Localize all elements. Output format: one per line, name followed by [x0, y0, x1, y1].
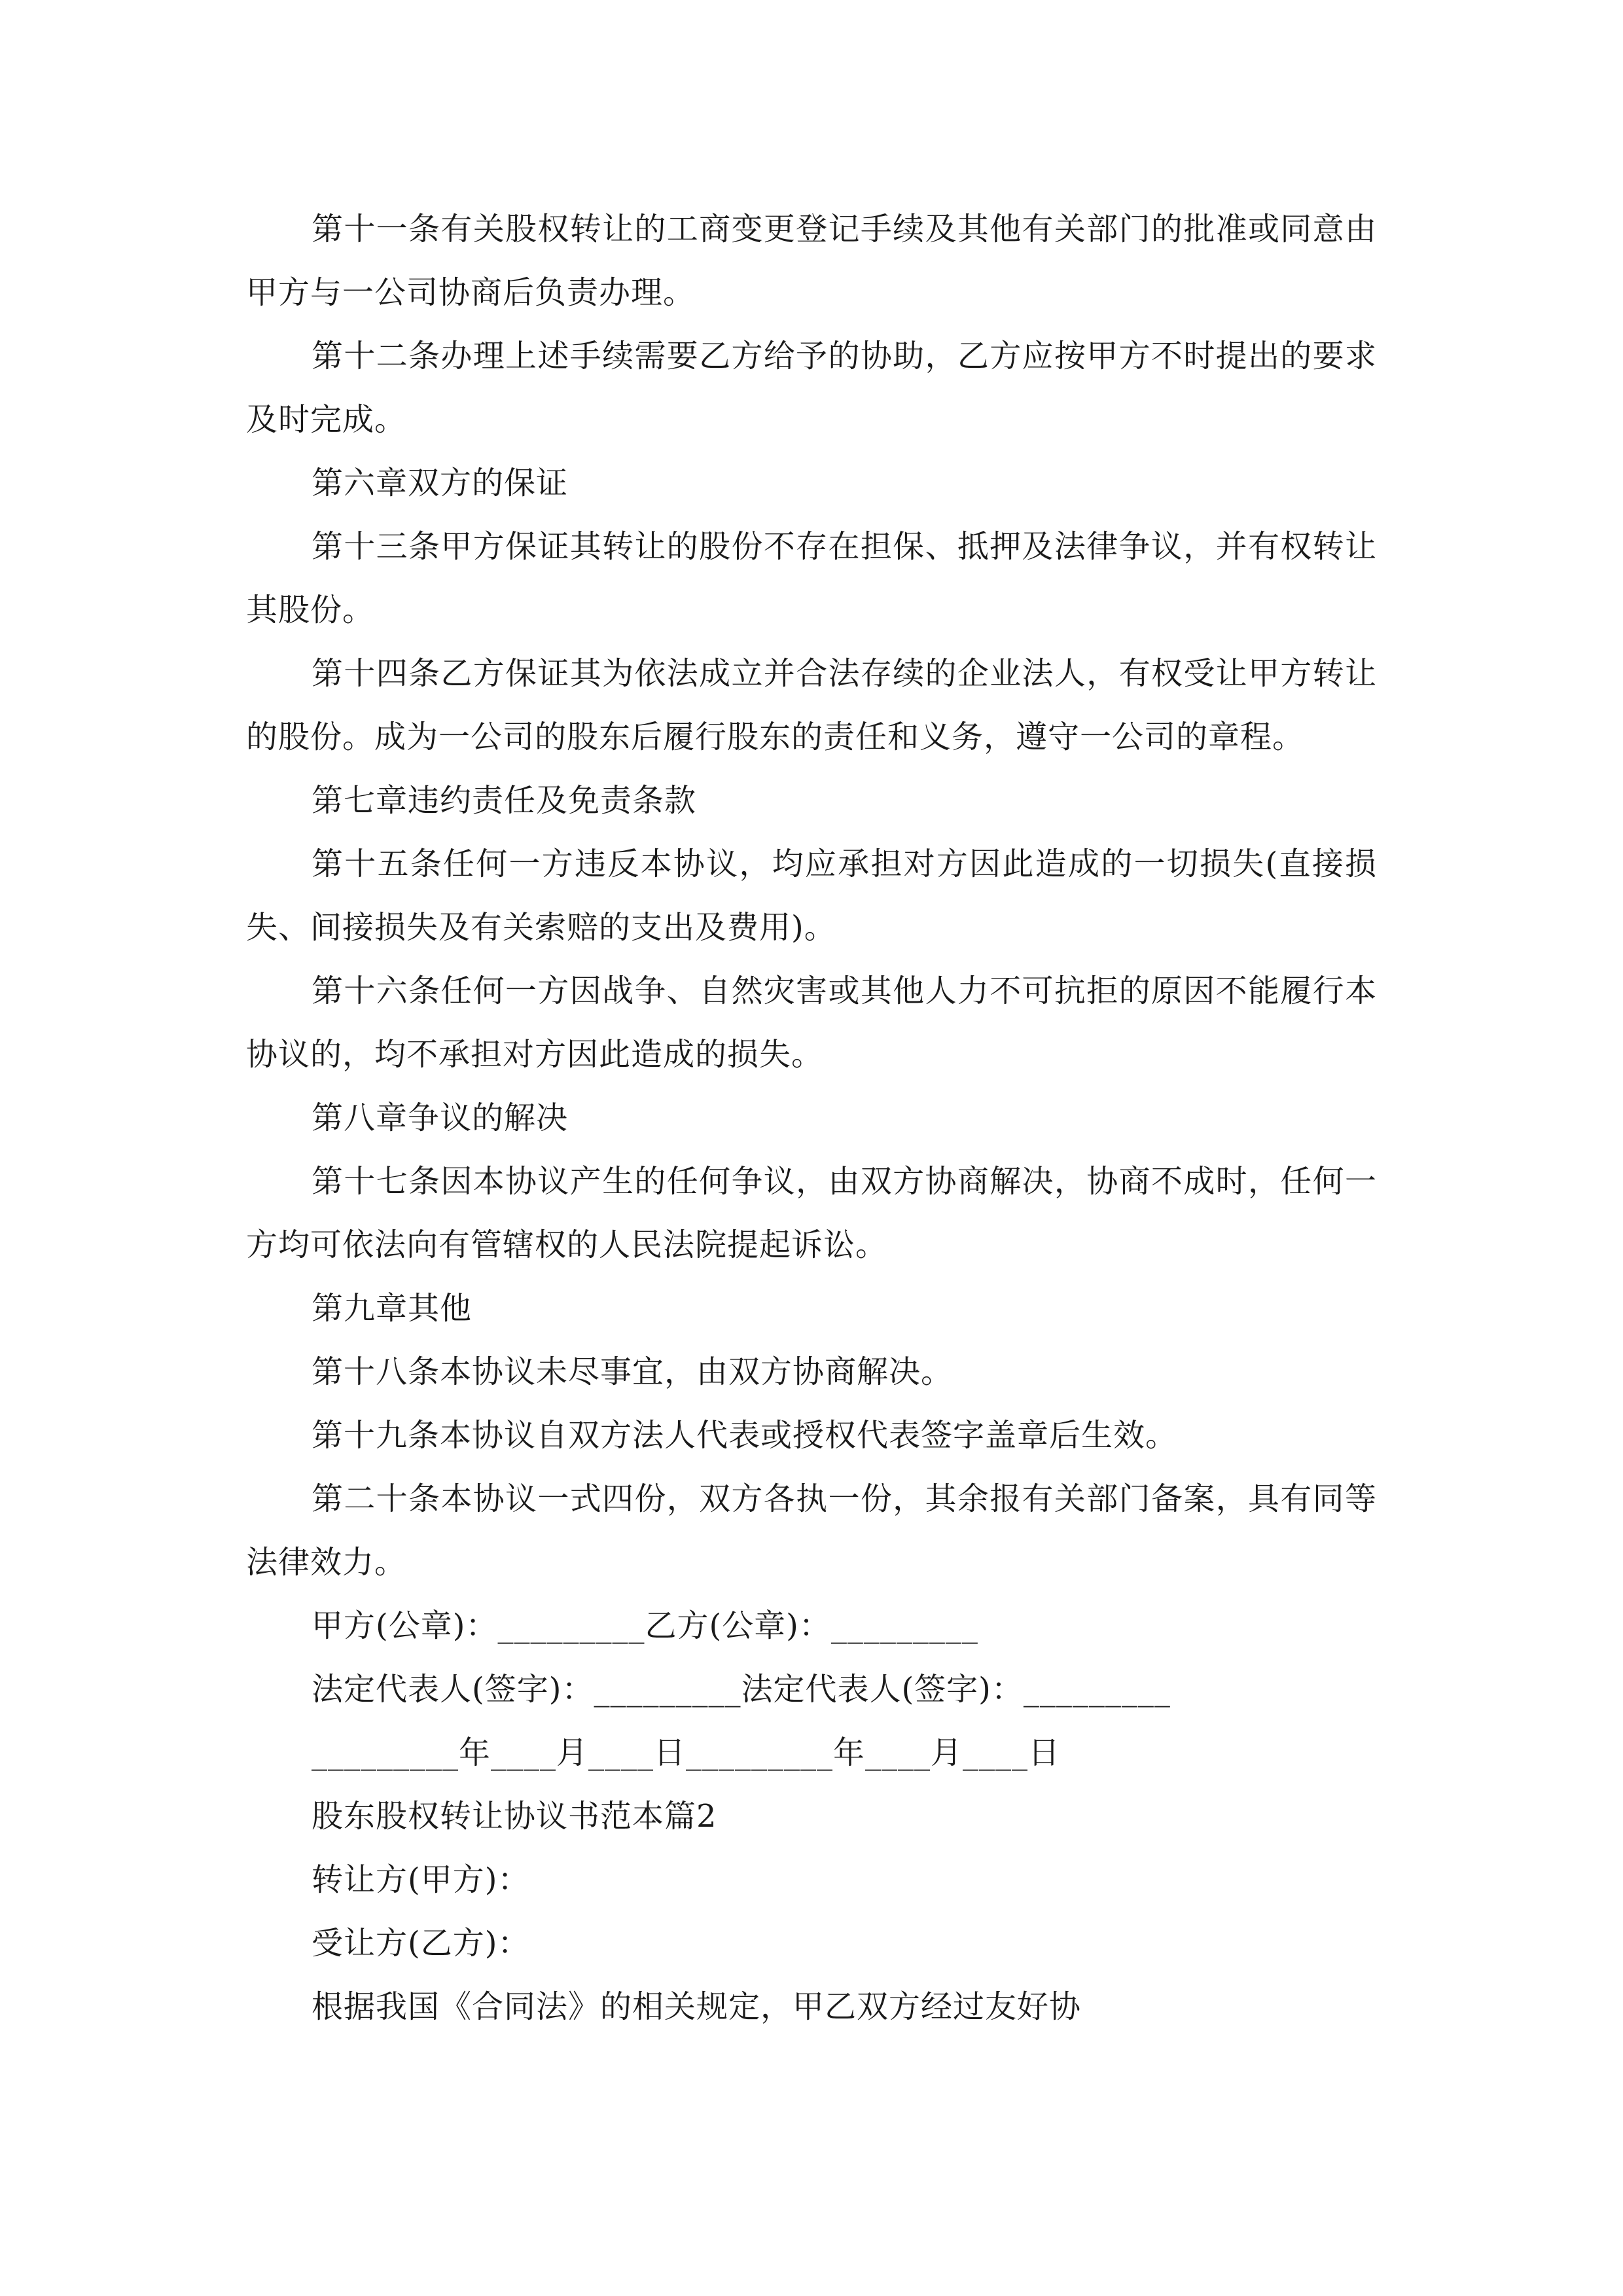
article-17: 第十七条因本协议产生的任何争议，由双方协商解决，协商不成时，任何一方均可依法向有管辖权的人民法院提起诉讼。: [246, 1163, 1377, 1263]
representative-line: 法定代表人(签字)：_________法定代表人(签字)：_________: [312, 1671, 1171, 1708]
transferor-line: 转让方(甲方)：: [312, 1861, 530, 1898]
article-11: 第十一条有关股权转让的工商变更登记手续及其他有关部门的批准或同意由甲方与一公司协商后负责办理。: [246, 211, 1377, 311]
chapter-7-heading: 第七章违约责任及免责条款: [312, 782, 697, 819]
article-12: 第十二条办理上述手续需要乙方给予的协助，乙方应按甲方不时提出的要求及时完成。: [246, 338, 1377, 438]
article-18: 第十八条本协议未尽事宜，由双方协商解决。: [312, 1354, 954, 1390]
chapter-9-heading: 第九章其他: [312, 1290, 473, 1327]
seal-line: 甲方(公章)：_________乙方(公章)：_________: [312, 1607, 978, 1644]
section-2-title: 股东股权转让协议书范本篇2: [312, 1798, 717, 1835]
basis-paragraph: 根据我国《合同法》的相关规定，甲乙双方经过友好协: [312, 1988, 1082, 2025]
article-20: 第二十条本协议一式四份，双方各执一份，其余报有关部门备案，具有同等法律效力。: [246, 1480, 1377, 1581]
article-19: 第十九条本协议自双方法人代表或授权代表签字盖章后生效。: [312, 1417, 1178, 1454]
chapter-6-heading: 第六章双方的保证: [312, 465, 569, 501]
article-14: 第十四条乙方保证其为依法成立并合法存续的企业法人，有权受让甲方转让的股份。成为一公司的股东后履行股东的责任和义务，遵守一公司的章程。: [246, 655, 1377, 755]
article-15: 第十五条任何一方违反本协议，均应承担对方因此造成的一切损失(直接损失、间接损失及有关索赔的支出及费用)。: [246, 846, 1377, 946]
article-13: 第十三条甲方保证其转让的股份不存在担保、抵押及法律争议，并有权转让其股份。: [246, 528, 1377, 628]
document-body: [246, 198, 1377, 2039]
transferee-line: 受让方(乙方)：: [312, 1925, 530, 1962]
chapter-8-heading: 第八章争议的解决: [312, 1100, 569, 1136]
article-16: 第十六条任何一方因战争、自然灾害或其他人力不可抗拒的原因不能履行本协议的，均不承担对方因此造成的损失。: [246, 973, 1377, 1073]
date-line: _________年____月____日_________年____月____日: [312, 1734, 1061, 1771]
